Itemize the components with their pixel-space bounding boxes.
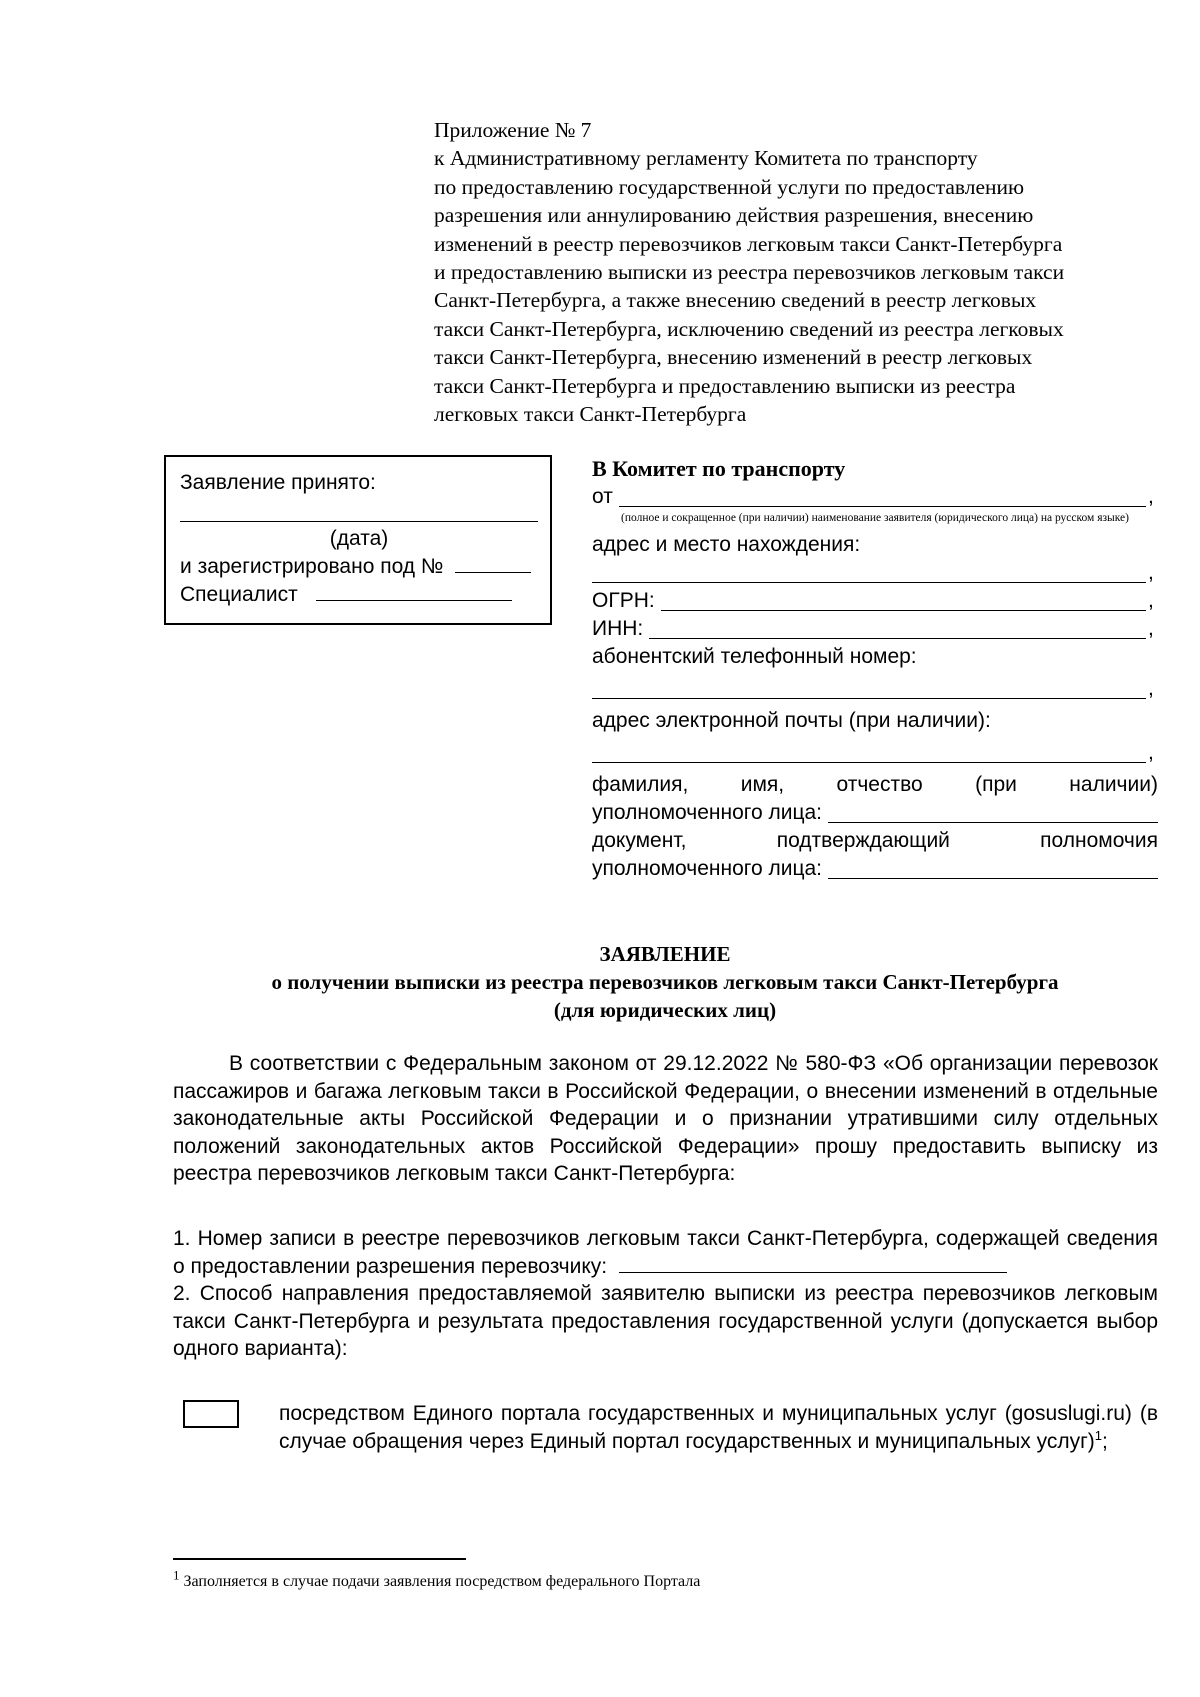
option-tail: ; (1101, 1430, 1108, 1453)
comma: , (1148, 485, 1154, 508)
gosuslugi-option (279, 1400, 1158, 1456)
registered-label: и зарегистрировано под № (180, 555, 444, 578)
footnote-text: Заполняется в случае подачи заявления посредством федерального Портала (183, 1573, 701, 1590)
appendix-line: по предоставлению государственной услуги по предоставлению (434, 174, 1025, 199)
addressee-block (592, 455, 1158, 883)
receipt-box (164, 455, 552, 625)
statement-title: ЗАЯВЛЕНИЕ (599, 942, 731, 966)
authority-document-caption (592, 827, 1158, 855)
intro-paragraph (173, 1050, 1158, 1188)
appendix-line: такси Санкт-Петербурга, внесению изменений в реестр легковых (434, 345, 1033, 370)
inn-label: ИНН: (592, 617, 644, 640)
appendix-line: и предоставлению выписки из реестра перевозчиков легковым такси (434, 260, 1065, 285)
rep-word: имя, (740, 773, 785, 796)
accepted-label: Заявление принято: (180, 471, 376, 494)
to-committee: В Комитет по транспорту (592, 456, 846, 481)
footnote-divider (173, 1558, 466, 1560)
registration-number-field[interactable] (455, 554, 531, 573)
comma: , (1148, 589, 1154, 612)
item-1-text: 1. Номер записи в реестре перевозчиков легковым такси Санкт-Петербурга, содержащей сведения о предоставлении разрешения перевозчику: (173, 1227, 1158, 1278)
doc-word: документ, (592, 829, 687, 852)
address-field[interactable] (592, 560, 1146, 583)
ogrn-label: ОГРН: (592, 589, 655, 612)
request-items (173, 1225, 1158, 1363)
rep-word: наличии) (1069, 773, 1158, 796)
appendix-line: такси Санкт-Петербурга и предоставлению выписки из реестра (434, 373, 1016, 398)
appendix-line: к Административному регламенту Комитета по транспорту (434, 146, 978, 171)
appendix-line: Приложение № 7 (434, 118, 592, 142)
gosuslugi-option-checkbox[interactable] (183, 1400, 239, 1428)
item-1 (173, 1225, 1158, 1280)
appendix-line: Санкт-Петербурга, а также внесению сведений в реестр легковых (434, 288, 1037, 313)
representative-name-field[interactable] (828, 800, 1158, 823)
appendix-line: изменений в реестр перевозчиков легковым такси Санкт-Петербурга (434, 231, 1063, 256)
footnote-number: 1 (173, 1567, 180, 1583)
inn-field[interactable] (649, 616, 1146, 639)
date-label: (дата) (329, 527, 389, 550)
registry-record-number-field[interactable] (619, 1254, 1007, 1273)
comma: , (1148, 561, 1154, 584)
rep-word: отчество (836, 773, 923, 796)
phone-field[interactable] (592, 676, 1146, 699)
applicant-type: (для юридических лиц) (553, 998, 777, 1022)
appendix-header (434, 116, 1174, 428)
item-2: 2. Способ направления предоставляемой заявителю выписки из реестра перевозчиков легковым такси Санкт-Петербурга и результата предоставления государственной услуги (допускается выбор одного варианта): (173, 1282, 1158, 1360)
doc-word: полномочия (1040, 829, 1158, 852)
authority-document-field[interactable] (828, 856, 1158, 879)
email-field[interactable] (592, 740, 1146, 763)
footnote (173, 1567, 1158, 1592)
statement-heading (150, 940, 1180, 1024)
appendix-line: такси Санкт-Петербурга, исключению сведений из реестра легковых (434, 316, 1064, 341)
representative-name-caption (592, 771, 1158, 799)
address-label: адрес и место нахождения: (592, 533, 861, 556)
phone-label: абонентский телефонный номер: (592, 645, 917, 668)
specialist-label: Специалист (180, 583, 298, 606)
rep-word: фамилия, (592, 773, 689, 796)
rep-word: (при (975, 773, 1017, 796)
from-label: от (592, 485, 613, 508)
appendix-line: разрешения или аннулированию действия разрешения, внесению (434, 203, 1034, 228)
footnote-ref: 1 (1094, 1428, 1102, 1443)
appendix-line: легковых такси Санкт-Петербурга (434, 402, 747, 427)
comma: , (1148, 741, 1154, 764)
email-label: адрес электронной почты (при наличии): (592, 709, 991, 732)
comma: , (1148, 677, 1154, 700)
doc-word: подтверждающий (776, 829, 950, 852)
ogrn-field[interactable] (661, 588, 1146, 611)
accepted-date-line[interactable] (180, 521, 538, 522)
specialist-field[interactable] (316, 582, 512, 601)
rep-label: уполномоченного лица: (592, 801, 823, 824)
comma: , (1148, 617, 1154, 640)
name-caption: (полное и сокращенное (при наличии) наименование заявителя (юридического лица) на русском языке) (621, 512, 1129, 524)
applicant-name-field[interactable] (619, 484, 1146, 507)
doc-label: уполномоченного лица: (592, 857, 823, 880)
option-text: посредством Единого портала государственных и муниципальных услуг (gosuslugi.ru) (в случае обращения через Единый портал государственных и муниципальных услуг) (279, 1402, 1158, 1453)
statement-subtitle: о получении выписки из реестра перевозчиков легковым такси Санкт-Петербурга (271, 970, 1059, 994)
intro-text: В соответствии с Федеральным законом от 29.12.2022 № 580-ФЗ «Об организации перевозок пассажиров и багажа легковым такси в Российской Федерации, о внесении изменений в отдельные законодательные акты Российской Федерации и о признании утратившими силу отдельных положений законодательных актов Российской Федерации» прошу предоставить выписку из реестра перевозчиков легковым такси Санкт-Петербурга: (173, 1052, 1158, 1185)
